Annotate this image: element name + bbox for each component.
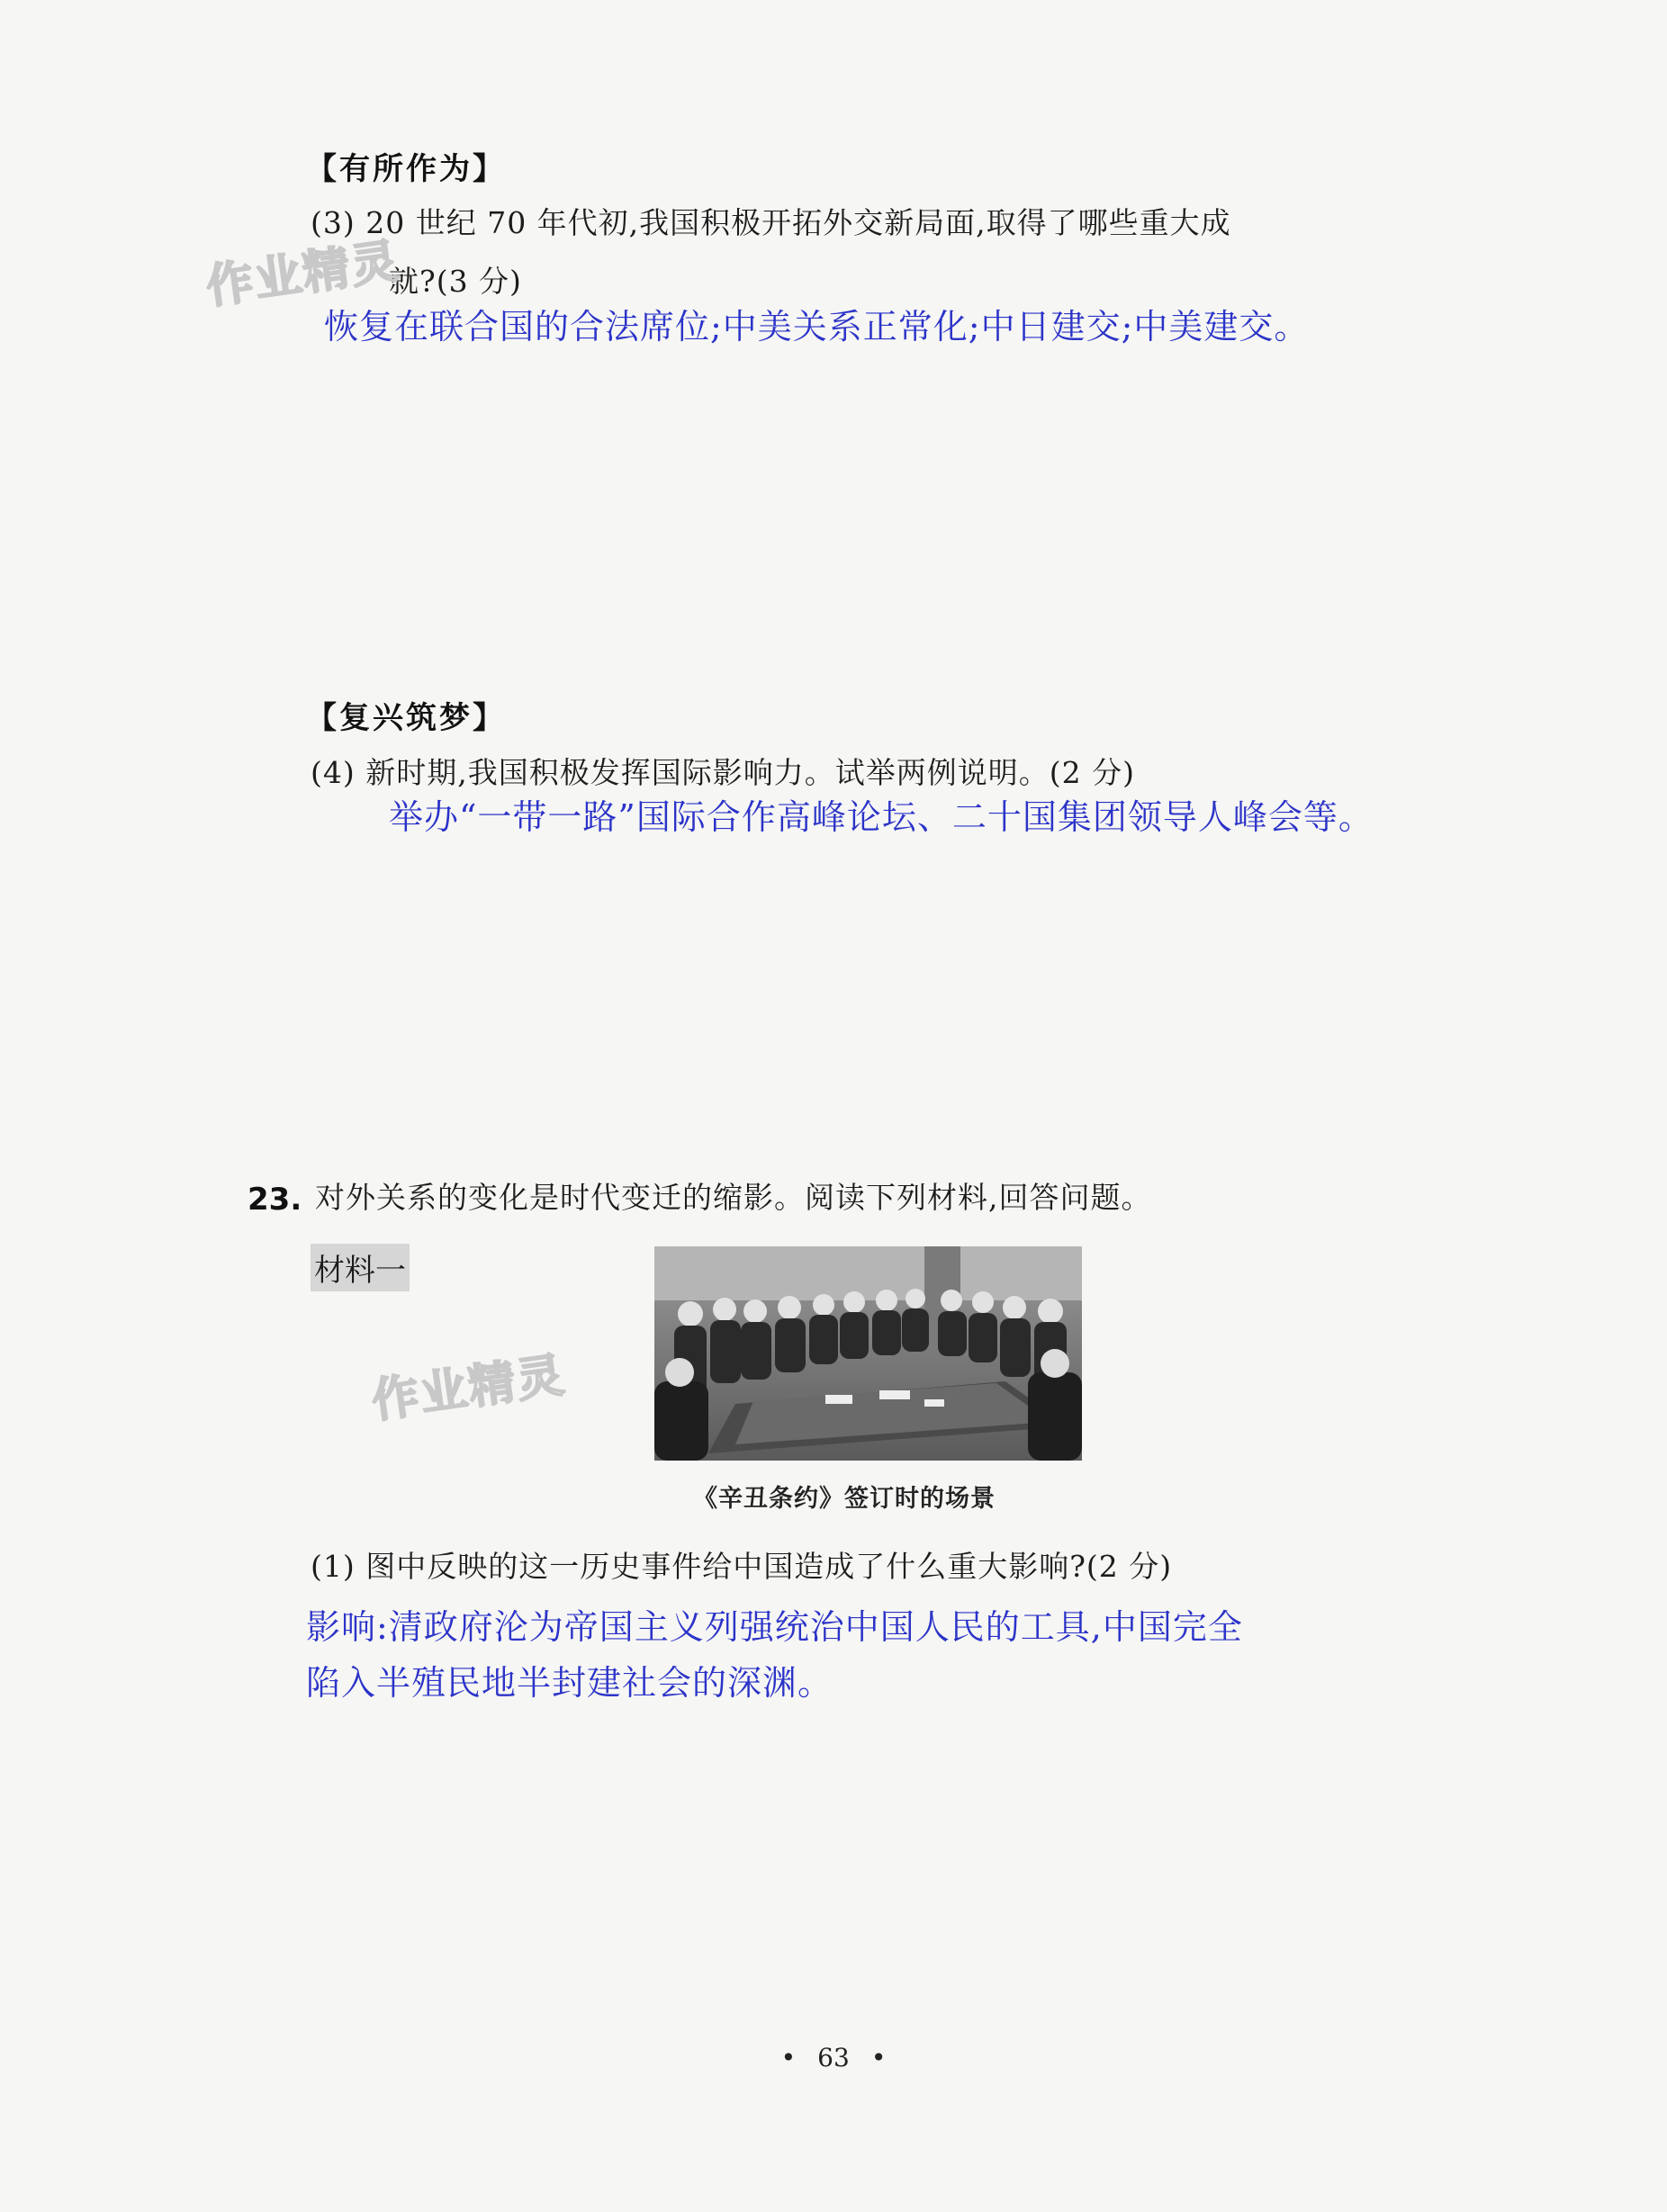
section-heading-fuxingzhumeng: 【复兴筑梦】 bbox=[306, 700, 506, 736]
question-23-stem: 对外关系的变化是时代变迁的缩影。阅读下列材料,回答问题。 bbox=[315, 1180, 1152, 1215]
answer-3: 恢复在联合国的合法席位;中美关系正常化;中日建交;中美建交。 bbox=[324, 307, 1310, 346]
page-number-value: 63 bbox=[817, 2043, 850, 2073]
page-number-dot-left: • bbox=[780, 2043, 797, 2073]
section-heading-youshuozuowei: 【有所作为】 bbox=[306, 151, 506, 187]
material-label: 材料一 bbox=[311, 1244, 410, 1291]
treaty-signing-photo bbox=[654, 1246, 1082, 1461]
watermark-logo-2 bbox=[367, 1336, 569, 1430]
question-number-23: 23. bbox=[248, 1182, 302, 1218]
answer-23-1-line1: 影响:清政府沦为帝国主义列强统治中国人民的工具,中国完全 bbox=[306, 1607, 1243, 1647]
question-3-line1: (3) 20 世纪 70 年代初,我国积极开拓外交新局面,取得了哪些重大成 bbox=[311, 205, 1231, 240]
page-number-dot-right: • bbox=[870, 2043, 887, 2073]
question-23-1: (1) 图中反映的这一历史事件给中国造成了什么重大影响?(2 分) bbox=[311, 1549, 1173, 1584]
answer-4: 举办“一带一路”国际合作高峰论坛、二十国集团领导人峰会等。 bbox=[389, 797, 1374, 837]
treaty-signing-illustration bbox=[654, 1246, 1082, 1461]
watermark-text: 作业精灵 bbox=[203, 234, 403, 315]
watermark-text-2: 作业精灵 bbox=[368, 1348, 569, 1429]
answer-23-1-line2: 陷入半殖民地半封建社会的深渊。 bbox=[306, 1663, 834, 1703]
page-number bbox=[0, 2043, 1667, 2073]
photo-caption: 《辛丑条约》签订时的场景 bbox=[693, 1485, 996, 1513]
question-4: (4) 新时期,我国积极发挥国际影响力。试举两例说明。(2 分) bbox=[311, 755, 1135, 790]
question-3-line2: 就?(3 分) bbox=[389, 264, 522, 299]
